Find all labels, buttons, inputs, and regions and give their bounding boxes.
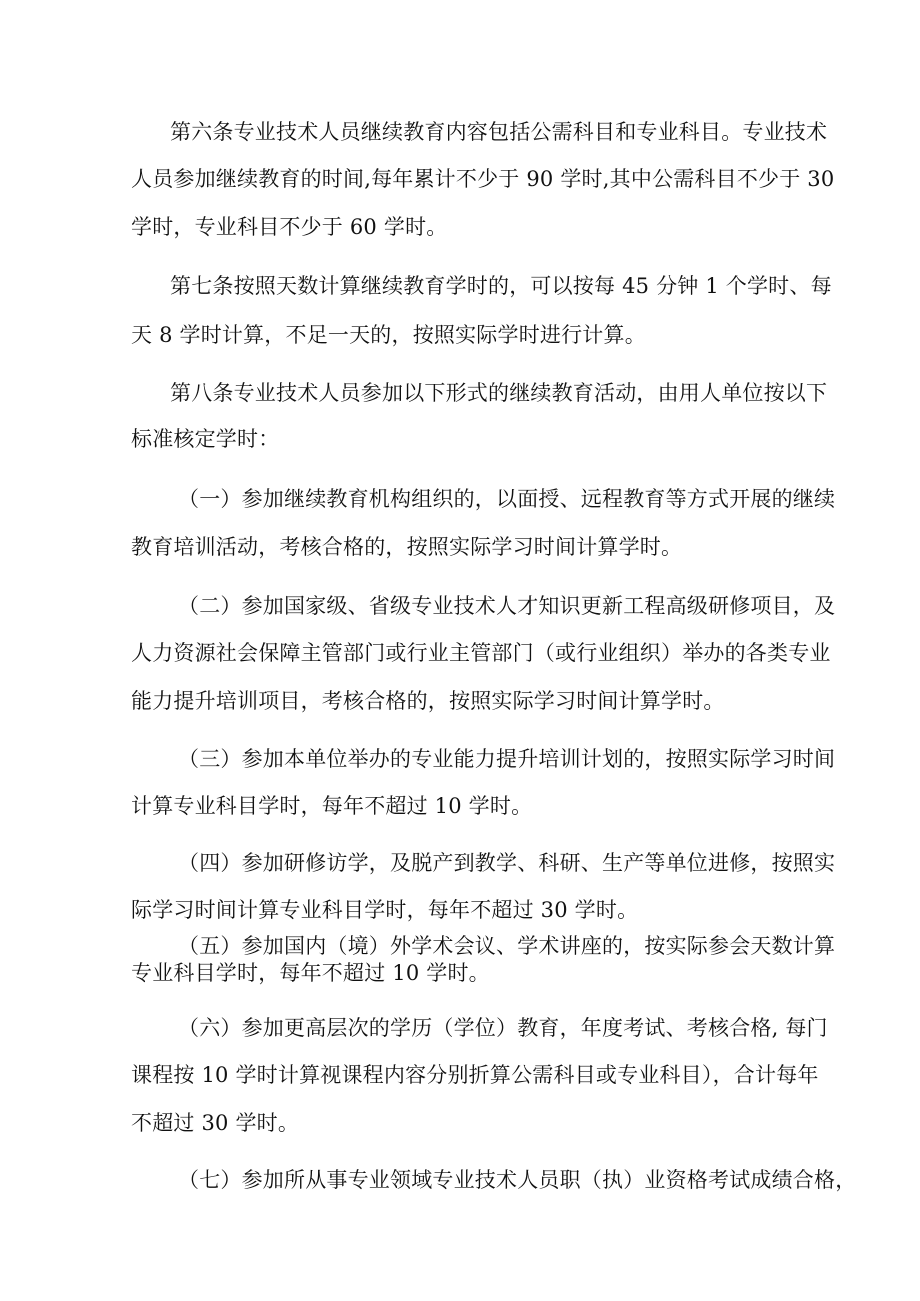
article-6-line-2: 人员参加继续教育的时间,每年累计不少于 90 学时,其中公需科目不少于 30 (131, 167, 835, 191)
item-2-line-1: （二）参加国家级、省级专业技术人才知识更新工程高级研修项目，及 (178, 594, 836, 618)
article-8-line-2: 标准核定学时： (131, 427, 280, 451)
article-6-line-3: 学时，专业科目不少于 60 学时。 (131, 215, 448, 239)
item-6-line-1: （六）参加更高层次的学历（学位）教育，年度考试、考核合格, 每门 (178, 1016, 828, 1040)
item-1-line-2: 教育培训活动，考核合格的，按照实际学习时间计算学时。 (131, 535, 683, 559)
item-6-line-2: 课程按 10 学时计算视课程内容分别折算公需科目或专业科目），合计每年 (131, 1063, 819, 1087)
item-3-line-2: 计算专业科目学时，每年不超过 10 学时。 (131, 794, 533, 818)
article-8-line-1: 第八条专业技术人员参加以下形式的继续教育活动，由用人单位按以下 (170, 381, 828, 405)
item-4-line-1: （四）参加研修访学，及脱产到教学、科研、生产等单位进修，按照实 (178, 851, 836, 875)
item-7-line-1: （七）参加所从事专业领域专业技术人员职（执）业资格考试成绩合格， (178, 1168, 857, 1192)
item-4-line-2: 际学习时间计算专业科目学时，每年不超过 30 学时。 (131, 898, 639, 922)
article-7-line-1: 第七条按照天数计算继续教育学时的，可以按每 45 分钟 1 个学时、每 (170, 274, 832, 298)
item-2-line-2: 人力资源社会保障主管部门或行业主管部门（或行业组织）举办的各类专业 (131, 641, 831, 665)
item-6-line-3: 不超过 30 学时。 (131, 1111, 300, 1135)
item-3-line-1: （三）参加本单位举办的专业能力提升培训计划的，按照实际学习时间 (178, 747, 836, 771)
article-6-line-1: 第六条专业技术人员继续教育内容包括公需科目和专业科目。专业技术 (170, 120, 828, 144)
article-7-line-2: 天 8 学时计算，不足一天的，按照实际学时进行计算。 (131, 323, 646, 347)
item-5-line-1: （五）参加国内（境）外学术会议、学术讲座的，按实际参会天数计算 (178, 934, 836, 958)
item-1-line-1: （一）参加继续教育机构组织的，以面授、远程教育等方式开展的继续 (178, 487, 836, 511)
item-2-line-3: 能力提升培训项目，考核合格的，按照实际学习时间计算学时。 (131, 689, 725, 713)
item-5-line-2: 专业科目学时，每年不超过 10 学时。 (131, 961, 490, 985)
